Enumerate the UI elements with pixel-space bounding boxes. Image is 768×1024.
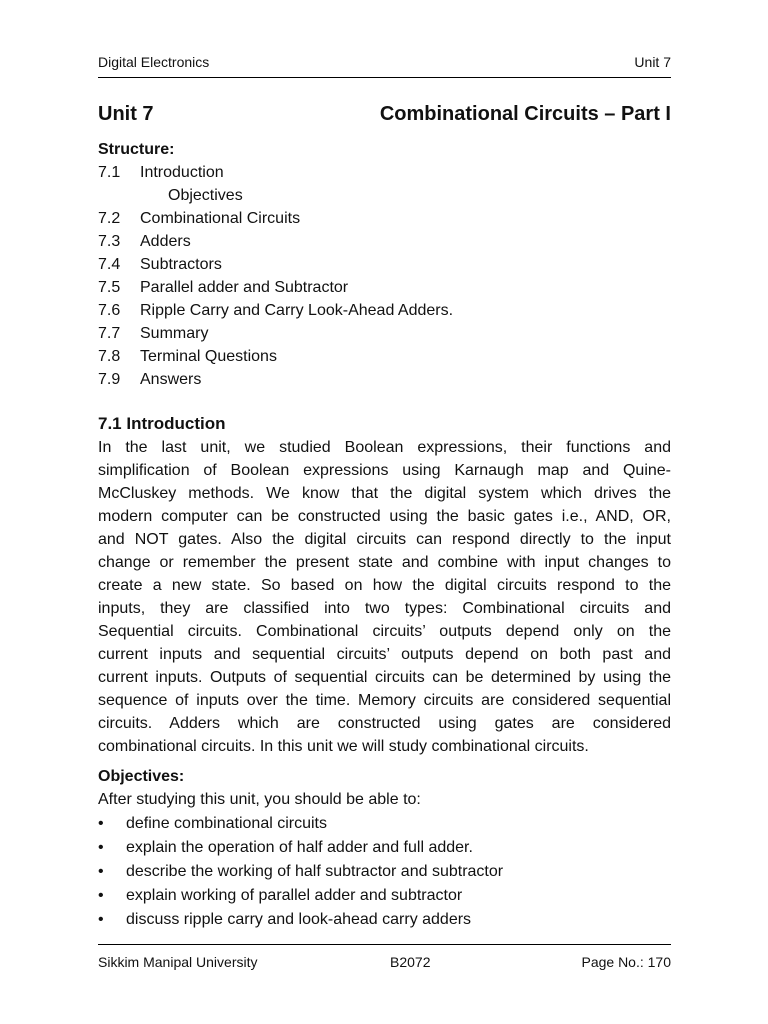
footer-course-code: B2072 (390, 954, 431, 970)
objective-item (98, 836, 671, 860)
paragraph-line: and NOT gates. Also the digital circuits can respond directly to the input (98, 531, 671, 548)
introduction-paragraph (98, 436, 671, 758)
objectives-section (98, 765, 671, 932)
paragraph-line: inputs, they are classified into two types: Combinational circuits and (98, 600, 671, 617)
bullet-icon: • (98, 887, 104, 904)
paragraph-line: sequence of inputs over the time. Memory circuits are considered sequential (98, 692, 671, 709)
toc-text: Objectives (168, 187, 243, 204)
toc-item (98, 184, 671, 207)
paragraph-line: current inputs and sequential circuits’ outputs depend on both past and (98, 646, 671, 663)
footer-divider (98, 944, 671, 945)
toc-item (98, 207, 671, 230)
toc-number: 7.5 (98, 279, 121, 296)
toc-item (98, 345, 671, 368)
toc-text: Ripple Carry and Carry Look-Ahead Adders. (140, 302, 454, 319)
header-course-title: Digital Electronics (98, 54, 210, 70)
bullet-icon: • (98, 863, 104, 880)
toc-text: Adders (140, 233, 191, 250)
bullet-icon: • (98, 815, 104, 832)
objective-item (98, 884, 671, 908)
unit-name: Combinational Circuits – Part I (379, 103, 671, 125)
footer-page-number: Page No.: 170 (581, 954, 671, 970)
unit-title (98, 100, 671, 128)
objective-item (98, 812, 671, 836)
paragraph-line: create a new state. So based on how the digital circuits respond to the (98, 577, 671, 594)
toc-item (98, 253, 671, 276)
toc-item (98, 276, 671, 299)
toc-text: Introduction (140, 164, 224, 181)
toc-item (98, 299, 671, 322)
toc-number: 7.8 (98, 348, 121, 365)
paragraph-line: combinational circuits. In this unit we will study combinational circuits. (98, 738, 589, 755)
page-header (98, 52, 671, 72)
structure-section (98, 138, 671, 391)
structure-list (98, 161, 671, 391)
toc-item (98, 368, 671, 391)
paragraph-line: modern computer can be constructed using the basic gates i.e., AND, OR, (98, 508, 671, 525)
toc-number: 7.1 (98, 164, 121, 181)
paragraph-line: Sequential circuits. Combinational circuits’ outputs depend only on the (98, 623, 671, 640)
footer-university: Sikkim Manipal University (98, 954, 258, 970)
toc-text: Answers (140, 371, 202, 388)
objective-text: discuss ripple carry and look-ahead carry adders (126, 911, 472, 928)
toc-text: Parallel adder and Subtractor (140, 279, 349, 296)
toc-number: 7.6 (98, 302, 121, 319)
toc-number: 7.9 (98, 371, 121, 388)
objective-item (98, 908, 671, 932)
toc-text: Subtractors (140, 256, 222, 273)
objective-item (98, 860, 671, 884)
objective-text: explain working of parallel adder and subtractor (126, 887, 463, 904)
toc-text: Terminal Questions (140, 348, 277, 365)
bullet-icon: • (98, 911, 104, 928)
page-footer (98, 952, 671, 972)
paragraph-line: circuits. Adders which are constructed using gates are considered (98, 715, 671, 732)
paragraph-line: McCluskey methods. We know that the digital system which drives the (98, 485, 671, 502)
objective-text: explain the operation of half adder and full adder. (126, 839, 473, 856)
toc-number: 7.2 (98, 210, 121, 227)
objective-text: describe the working of half subtractor and subtractor (126, 863, 504, 880)
toc-item (98, 161, 671, 184)
paragraph-line: change or remember the present state and combine with input changes to (98, 554, 671, 571)
header-unit-label: Unit 7 (634, 54, 671, 70)
toc-number: 7.3 (98, 233, 121, 250)
objectives-intro: After studying this unit, you should be able to: (98, 791, 421, 808)
header-divider (98, 77, 671, 78)
introduction-heading: 7.1 Introduction (98, 414, 226, 433)
objective-text: define combinational circuits (126, 815, 327, 832)
toc-number: 7.4 (98, 256, 121, 273)
objectives-heading: Objectives: (98, 768, 185, 785)
paragraph-line: simplification of Boolean expressions using Karnaugh map and Quine- (98, 462, 671, 479)
paragraph-line: In the last unit, we studied Boolean expressions, their functions and (98, 439, 671, 456)
paragraph-line: current inputs. Outputs of sequential circuits can be determined by using the (98, 669, 671, 686)
toc-item (98, 230, 671, 253)
toc-item (98, 322, 671, 345)
toc-text: Summary (140, 325, 209, 342)
bullet-icon: • (98, 839, 104, 856)
structure-heading: Structure: (98, 141, 175, 158)
toc-number: 7.7 (98, 325, 121, 342)
objectives-list (98, 812, 671, 932)
unit-number: Unit 7 (98, 103, 154, 125)
toc-text: Combinational Circuits (140, 210, 301, 227)
